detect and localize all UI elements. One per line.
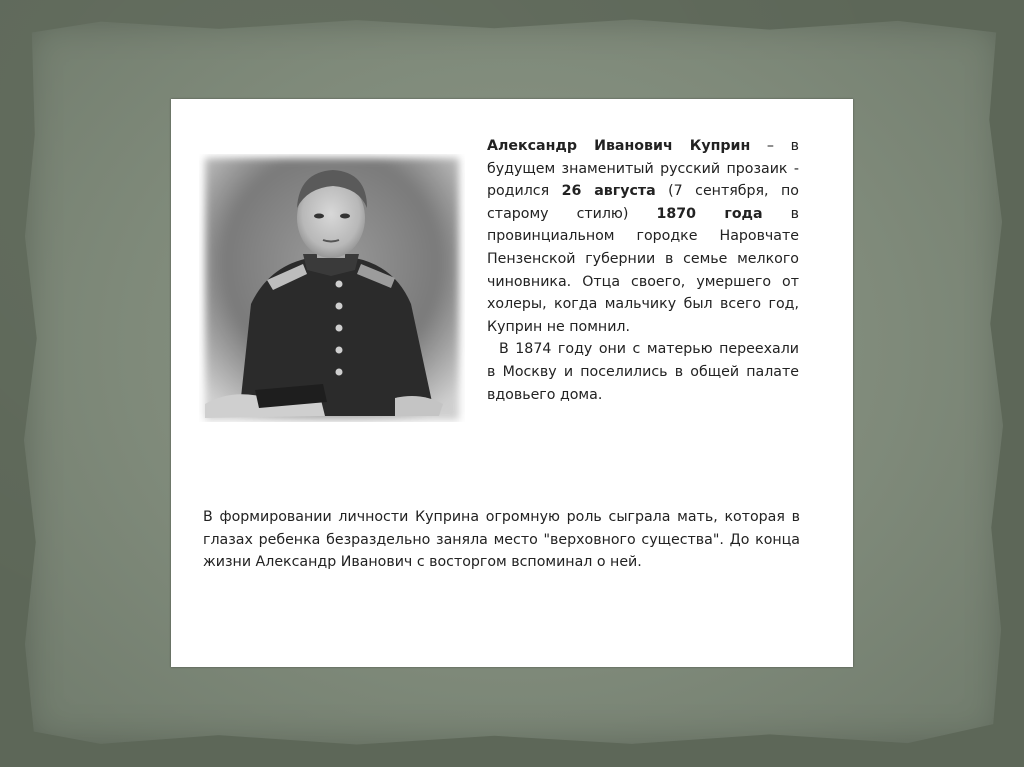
bio-name: Александр Иванович Куприн <box>487 138 751 154</box>
portrait-photo <box>199 154 465 422</box>
bio-move-paragraph: В 1874 году они с матерью переехали в Москву и поселились в общей палате вдовьего дома. <box>487 341 799 403</box>
bio-birth-date: 26 августа <box>561 183 656 200</box>
bio-birth-year: 1870 года <box>656 205 763 222</box>
bio-text-3: в провинциальном городке Наровчате Пензенской губернии в семье мелкого чиновника. Отца своего, умершего от холеры, когда мальчику был всего год, Куприн не помнил. <box>487 205 800 335</box>
mother-paragraph: В формировании личности Куприна огромную роль сыграла мать, которая в глазах ребенка безраздельно заняла место "верховного существа". До конца жизни Александр Иванович с восторгом вспоминал о ней. <box>203 509 800 571</box>
biography-text <box>487 135 799 406</box>
bio-text-1: – в будущем знаменитый русский прозаик - родился <box>487 138 799 200</box>
bio-text-2: (7 сентября, по старому стилю) <box>487 183 799 222</box>
slide <box>171 99 853 667</box>
